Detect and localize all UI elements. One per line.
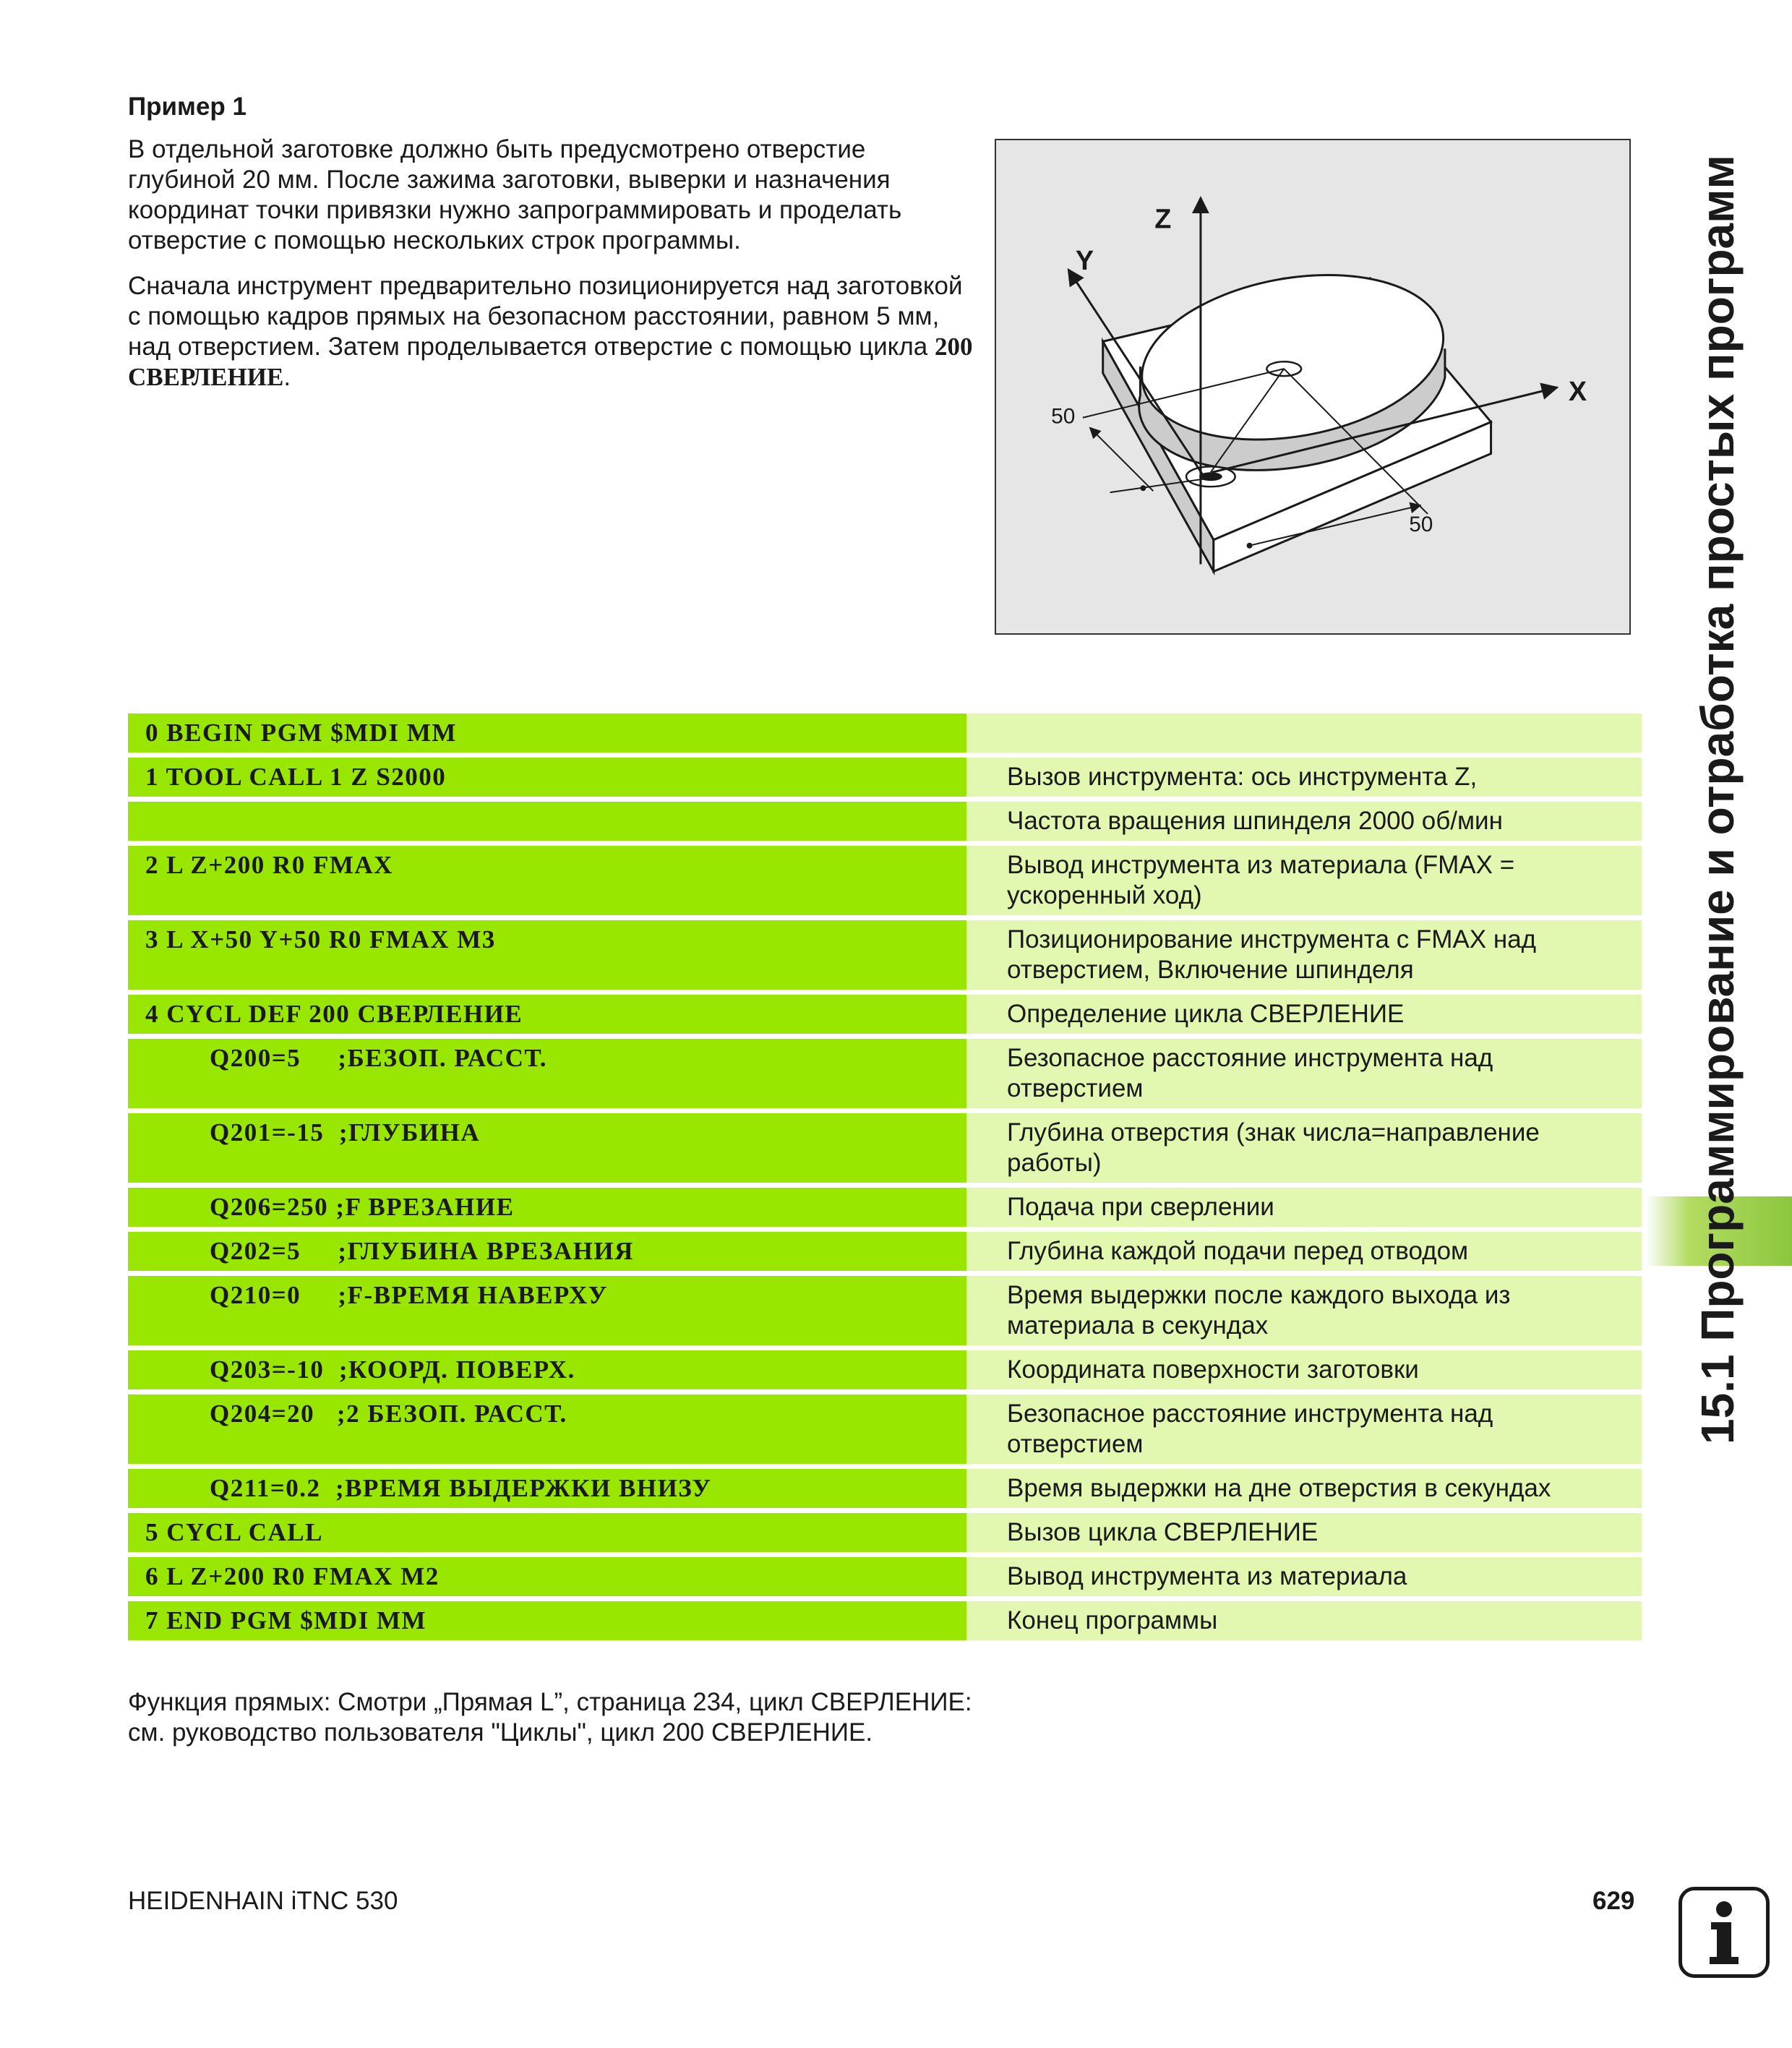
axis-y-label: Y	[1075, 245, 1094, 276]
nc-code-cell: Q206=250 ;F ВРЕЗАНИЕ	[128, 1188, 966, 1227]
workpiece-drawing	[996, 140, 1629, 633]
program-table-body	[128, 714, 1642, 1640]
program-row	[128, 1188, 1642, 1227]
nc-code-cell: Q200=5 ;БЕЗОП. РАССТ.	[128, 1039, 966, 1108]
program-row	[128, 1394, 1642, 1464]
description-cell: Вывод инструмента из материала (FMAX = ускоренный ход)	[966, 846, 1642, 915]
description-cell: Позиционирование инструмента с FMAX над отверстием, Включение шпинделя	[966, 920, 1642, 990]
nc-code-cell: Q202=5 ;ГЛУБИНА ВРЕЗАНИЯ	[128, 1232, 966, 1271]
program-row	[128, 1557, 1642, 1596]
paragraph-2-end: .	[283, 363, 291, 391]
dim-x-label: 50	[1409, 512, 1433, 536]
description-cell: Вызов инструмента: ось инструмента Z,	[966, 758, 1642, 797]
example-heading: Пример 1	[128, 93, 246, 121]
nc-code-cell: 2 L Z+200 R0 FMAX	[128, 846, 966, 915]
program-row	[128, 758, 1642, 797]
description-cell: Время выдержки на дне отверстия в секундах	[966, 1469, 1642, 1508]
nc-code-cell: Q203=-10 ;КООРД. ПОВЕРХ.	[128, 1350, 966, 1389]
program-row	[128, 1469, 1642, 1508]
reference-note: Функция прямых: Смотри „Прямая L”, страница 234, цикл СВЕРЛЕНИЕ: см. руководство пользователя "Циклы", цикл 200 СВЕРЛЕНИЕ.	[128, 1688, 972, 1747]
description-cell: Конец программы	[966, 1601, 1642, 1640]
description-cell: Частота вращения шпинделя 2000 об/мин	[966, 802, 1642, 841]
program-row	[128, 714, 1642, 753]
description-cell: Подача при сверлении	[966, 1188, 1642, 1227]
nc-code-cell: 5 CYCL CALL	[128, 1513, 966, 1552]
program-row	[128, 1276, 1642, 1345]
nc-code-cell: 7 END PGM $MDI MM	[128, 1601, 966, 1640]
info-icon	[1679, 1887, 1770, 1978]
program-row	[128, 1350, 1642, 1389]
nc-code-cell: Q210=0 ;F-ВРЕМЯ НАВЕРХУ	[128, 1276, 966, 1345]
description-cell: Безопасное расстояние инструмента над отверстием	[966, 1394, 1642, 1464]
nc-code-cell	[128, 802, 966, 841]
nc-code-cell: 1 TOOL CALL 1 Z S2000	[128, 758, 966, 797]
description-cell: Вызов цикла СВЕРЛЕНИЕ	[966, 1513, 1642, 1552]
example-paragraph-2	[128, 271, 974, 393]
nc-code-cell: Q211=0.2 ;ВРЕМЯ ВЫДЕРЖКИ ВНИЗУ	[128, 1469, 966, 1508]
description-cell: Вывод инструмента из материала	[966, 1557, 1642, 1596]
description-cell: Время выдержки после каждого выхода из материала в секундах	[966, 1276, 1642, 1345]
description-cell: Безопасное расстояние инструмента над отверстием	[966, 1039, 1642, 1108]
paragraph-2-text: Сначала инструмент предварительно позиционируется над заготовкой с помощью кадров прямых на безопасном расстоянии, равном 5 мм, над отверстием. Затем проделывается отверстие с помощью цикла	[128, 272, 963, 361]
program-row	[128, 920, 1642, 990]
workpiece-figure	[995, 139, 1631, 635]
description-cell: Глубина каждой подачи перед отводом	[966, 1232, 1642, 1271]
program-row	[128, 1601, 1642, 1640]
nc-code-cell: 3 L X+50 Y+50 R0 FMAX M3	[128, 920, 966, 990]
page-number: 629	[1592, 1887, 1635, 1915]
nc-code-cell: 6 L Z+200 R0 FMAX M2	[128, 1557, 966, 1596]
program-table	[128, 708, 1642, 1645]
info-glyph	[1682, 1890, 1766, 1974]
nc-code-cell: Q204=20 ;2 БЕЗОП. РАССТ.	[128, 1394, 966, 1464]
axis-x-label: X	[1568, 376, 1587, 407]
description-cell	[966, 714, 1642, 753]
description-cell: Глубина отверстия (знак числа=направление работы)	[966, 1113, 1642, 1183]
program-row	[128, 1232, 1642, 1271]
program-row	[128, 995, 1642, 1034]
chapter-title: 15.1 Программирование и отработка простых программ	[1692, 155, 1744, 1444]
description-cell: Определение цикла СВЕРЛЕНИЕ	[966, 995, 1642, 1034]
nc-code-cell: 4 CYCL DEF 200 СВЕРЛЕНИЕ	[128, 995, 966, 1034]
cycle-name: 200 СВЕРЛЕНИЕ	[128, 333, 973, 391]
program-row	[128, 1113, 1642, 1183]
description-cell: Координата поверхности заготовки	[966, 1350, 1642, 1389]
program-row	[128, 1513, 1642, 1552]
program-row	[128, 1039, 1642, 1108]
program-row	[128, 802, 1642, 841]
dim-y-label: 50	[1051, 404, 1076, 429]
example-paragraph-1: В отдельной заготовке должно быть предусмотрено отверстие глубиной 20 мм. После зажима заготовки, выверки и назначения координат точки привязки нужно запрограммировать и проделать отверстие с помощью нескольких строк программы.	[128, 135, 902, 254]
program-row	[128, 846, 1642, 915]
nc-code-cell: 0 BEGIN PGM $MDI MM	[128, 714, 966, 753]
footer-brand: HEIDENHAIN iTNC 530	[128, 1887, 398, 1915]
nc-code-cell: Q201=-15 ;ГЛУБИНА	[128, 1113, 966, 1183]
axis-z-label: Z	[1154, 204, 1172, 235]
